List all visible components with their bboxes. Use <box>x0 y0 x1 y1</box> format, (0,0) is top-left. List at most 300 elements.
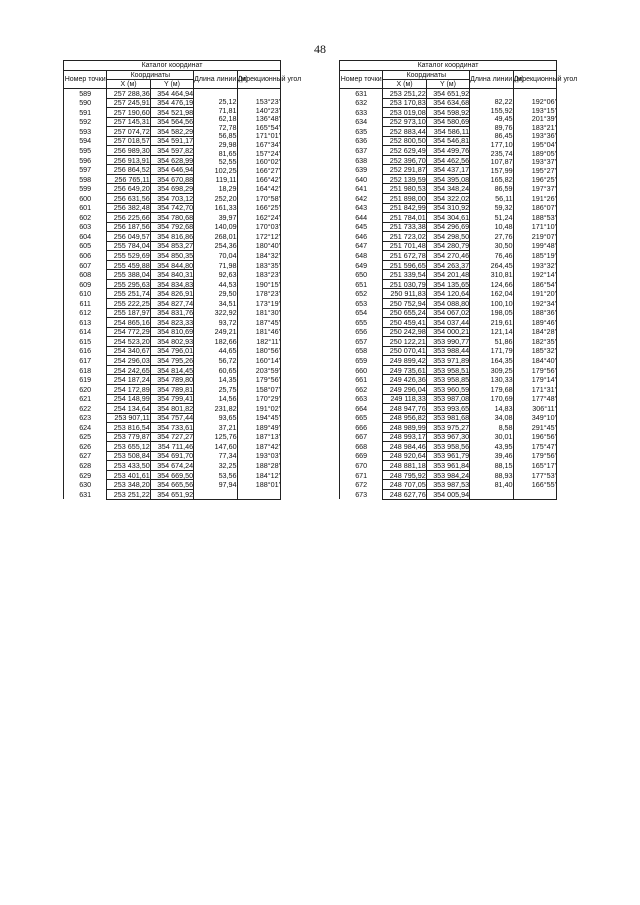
coord-y: 353 975,27 <box>426 423 469 433</box>
coord-y: 353 987,53 <box>426 480 469 490</box>
line-length: 235,74 <box>470 149 513 158</box>
coord-y: 354 310,92 <box>426 203 469 213</box>
point-number: 594 <box>64 136 107 146</box>
col-header-coords: Координаты <box>383 71 470 80</box>
point-number: 639 <box>340 165 383 175</box>
direction-angle: 187°13' <box>237 432 280 442</box>
coord-x: 248 993,17 <box>383 432 426 442</box>
coord-y: 354 665,56 <box>150 480 193 490</box>
coord-y: 354 796,01 <box>150 346 193 356</box>
coord-x: 256 382,48 <box>107 203 150 213</box>
coord-y: 353 958,85 <box>426 375 469 385</box>
direction-angle: 183°21' <box>513 123 556 132</box>
coord-y: 354 120,64 <box>426 289 469 299</box>
coord-y: 354 304,61 <box>426 213 469 223</box>
coord-x: 255 187,97 <box>107 308 150 318</box>
point-number: 645 <box>340 222 383 232</box>
point-number: 601 <box>64 203 107 213</box>
line-length: 76,46 <box>470 251 513 261</box>
point-number: 658 <box>340 346 383 356</box>
line-length: 25,12 <box>194 98 237 107</box>
coord-x: 254 340,67 <box>107 346 150 356</box>
line-length: 62,18 <box>194 115 237 124</box>
line-length: 77,34 <box>194 451 237 461</box>
direction-angle: 201°39' <box>513 115 556 124</box>
coord-y: 354 296,69 <box>426 222 469 232</box>
direction-angle: 157°24' <box>237 149 280 158</box>
coord-x: 249 735,61 <box>383 365 426 375</box>
coord-x: 255 388,04 <box>107 270 150 280</box>
coord-y: 354 651,92 <box>426 89 469 99</box>
point-number: 610 <box>64 289 107 299</box>
line-length <box>470 489 513 499</box>
point-number: 623 <box>64 413 107 423</box>
point-number: 668 <box>340 442 383 452</box>
direction-angle: 196°56' <box>513 432 556 442</box>
line-length: 43,95 <box>470 442 513 452</box>
point-number: 595 <box>64 146 107 156</box>
direction-angle: 195°27' <box>513 166 556 175</box>
point-number: 591 <box>64 108 107 118</box>
point-number: 669 <box>340 451 383 461</box>
point-number: 589 <box>64 89 107 99</box>
line-length: 97,94 <box>194 480 237 490</box>
point-number: 643 <box>340 203 383 213</box>
direction-angle: 179°14' <box>513 375 556 385</box>
coord-x: 252 883,44 <box>383 127 426 137</box>
direction-angle: 185°19' <box>513 251 556 261</box>
point-number: 656 <box>340 327 383 337</box>
point-number: 646 <box>340 232 383 242</box>
point-number: 606 <box>64 251 107 261</box>
coord-y: 353 981,68 <box>426 413 469 423</box>
line-length: 179,68 <box>470 384 513 394</box>
direction-angle: 177°48' <box>513 394 556 404</box>
direction-angle: 180°40' <box>237 241 280 251</box>
line-length: 264,45 <box>470 260 513 270</box>
coord-y: 354 670,88 <box>150 174 193 184</box>
point-number: 590 <box>64 98 107 108</box>
coord-y: 354 826,91 <box>150 289 193 299</box>
coord-y: 354 844,80 <box>150 260 193 270</box>
direction-angle: 192°06' <box>513 98 556 107</box>
col-header-y: Y (м) <box>426 80 469 89</box>
coord-x: 252 396,70 <box>383 155 426 165</box>
point-number: 615 <box>64 337 107 347</box>
line-length: 107,87 <box>470 157 513 166</box>
col-header-x: X (м) <box>107 80 150 89</box>
point-number: 617 <box>64 356 107 366</box>
direction-angle: 177°53' <box>513 470 556 480</box>
direction-angle: 166°27' <box>237 166 280 175</box>
coord-y: 354 499,76 <box>426 146 469 156</box>
coord-x: 257 190,60 <box>107 108 150 118</box>
direction-angle: 178°23' <box>237 289 280 299</box>
coord-y: 354 564,56 <box>150 117 193 127</box>
coord-x: 253 170,83 <box>383 98 426 108</box>
coord-x: 251 339,54 <box>383 270 426 280</box>
line-length: 29,50 <box>194 289 237 299</box>
direction-angle: 192°14' <box>513 270 556 280</box>
line-length: 89,76 <box>470 123 513 132</box>
line-length: 219,61 <box>470 318 513 328</box>
coord-x: 253 433,50 <box>107 461 150 471</box>
coord-y: 354 322,02 <box>426 194 469 204</box>
direction-angle: 196°25' <box>513 174 556 184</box>
line-length: 37,21 <box>194 423 237 433</box>
point-number: 662 <box>340 384 383 394</box>
coord-x: 249 118,33 <box>383 394 426 404</box>
direction-angle: 170°29' <box>237 394 280 404</box>
line-length: 71,81 <box>194 106 237 115</box>
point-number: 612 <box>64 308 107 318</box>
coord-x: 252 973,10 <box>383 117 426 127</box>
direction-angle: 191°02' <box>237 404 280 414</box>
point-number: 667 <box>340 432 383 442</box>
direction-angle: 189°05' <box>513 149 556 158</box>
line-length: 70,04 <box>194 251 237 261</box>
coord-x: 248 707,05 <box>383 480 426 490</box>
point-number: 608 <box>64 270 107 280</box>
coord-x: 251 701,48 <box>383 241 426 251</box>
direction-angle: 179°56' <box>237 375 280 385</box>
coord-x: 256 989,30 <box>107 146 150 156</box>
coord-x: 257 145,31 <box>107 117 150 127</box>
line-length: 30,50 <box>470 241 513 251</box>
coord-y: 354 795,26 <box>150 356 193 366</box>
line-length: 92,63 <box>194 270 237 280</box>
coord-y: 354 691,70 <box>150 451 193 461</box>
line-length: 56,72 <box>194 356 237 366</box>
coord-x: 257 074,72 <box>107 127 150 137</box>
line-length: 119,11 <box>194 174 237 184</box>
coord-y: 354 348,24 <box>426 184 469 194</box>
line-length: 44,53 <box>194 279 237 289</box>
direction-angle: 182°35' <box>513 337 556 347</box>
coord-y: 353 960,59 <box>426 384 469 394</box>
line-length: 231,82 <box>194 404 237 414</box>
point-number: 632 <box>340 98 383 108</box>
line-length: 39,46 <box>470 451 513 461</box>
line-length: 71,98 <box>194 260 237 270</box>
direction-angle: 166°42' <box>237 174 280 184</box>
direction-angle: 191°26' <box>513 194 556 204</box>
point-number: 653 <box>340 299 383 309</box>
coord-x: 255 251,74 <box>107 289 150 299</box>
direction-angle <box>237 489 280 499</box>
coord-x: 250 655,24 <box>383 308 426 318</box>
coord-x: 248 947,76 <box>383 404 426 414</box>
coord-y: 354 810,69 <box>150 327 193 337</box>
coord-y: 354 598,92 <box>426 108 469 118</box>
point-number: 604 <box>64 232 107 242</box>
direction-angle: 184°32' <box>237 251 280 261</box>
point-number: 618 <box>64 365 107 375</box>
direction-angle: 183°35' <box>237 260 280 270</box>
coord-y: 354 703,12 <box>150 194 193 204</box>
point-number: 647 <box>340 241 383 251</box>
point-number: 637 <box>340 146 383 156</box>
direction-angle: 192°34' <box>513 299 556 309</box>
coord-y: 354 834,83 <box>150 279 193 289</box>
direction-angle: 185°32' <box>513 346 556 356</box>
line-length: 170,69 <box>470 394 513 404</box>
coord-y: 354 628,99 <box>150 155 193 165</box>
direction-angle: 184°12' <box>237 470 280 480</box>
point-number: 652 <box>340 289 383 299</box>
line-length: 51,86 <box>470 337 513 347</box>
line-length: 121,14 <box>470 327 513 337</box>
line-length: 88,93 <box>470 470 513 480</box>
point-number: 628 <box>64 461 107 471</box>
coord-y: 354 646,94 <box>150 165 193 175</box>
line-length: 30,01 <box>470 432 513 442</box>
coord-y: 354 270,46 <box>426 251 469 261</box>
line-length: 86,45 <box>470 132 513 141</box>
coord-y: 354 816,86 <box>150 232 193 242</box>
coord-x: 248 984,46 <box>383 442 426 452</box>
point-number: 607 <box>64 260 107 270</box>
direction-angle: 164°42' <box>237 184 280 194</box>
direction-angle: 180°56' <box>237 346 280 356</box>
coord-y: 354 582,29 <box>150 127 193 137</box>
direction-angle: 193°03' <box>237 451 280 461</box>
point-number: 620 <box>64 384 107 394</box>
coord-x: 248 920,64 <box>383 451 426 461</box>
coord-y: 354 464,94 <box>150 89 193 99</box>
line-length: 125,76 <box>194 432 237 442</box>
coord-y: 354 437,17 <box>426 165 469 175</box>
coord-y: 353 961,79 <box>426 451 469 461</box>
line-length: 34,08 <box>470 413 513 423</box>
direction-angle: 158°07' <box>237 384 280 394</box>
col-header-y: Y (м) <box>150 80 193 89</box>
point-number: 654 <box>340 308 383 318</box>
coord-y: 354 789,80 <box>150 375 193 385</box>
direction-angle: 187°45' <box>237 318 280 328</box>
line-length: 177,10 <box>470 140 513 149</box>
point-number: 598 <box>64 174 107 184</box>
point-number: 635 <box>340 127 383 137</box>
line-length: 164,35 <box>470 356 513 366</box>
coord-y: 354 135,65 <box>426 279 469 289</box>
direction-angle: 193°15' <box>513 106 556 115</box>
line-length: 8,58 <box>470 423 513 433</box>
coord-x: 254 772,29 <box>107 327 150 337</box>
line-length: 81,65 <box>194 149 237 158</box>
line-length: 124,66 <box>470 279 513 289</box>
point-number: 592 <box>64 117 107 127</box>
point-number: 626 <box>64 442 107 452</box>
point-number: 636 <box>340 136 383 146</box>
coord-y: 353 990,77 <box>426 337 469 347</box>
coord-x: 256 049,57 <box>107 232 150 242</box>
coord-x: 257 288,36 <box>107 89 150 99</box>
coord-y: 353 984,24 <box>426 470 469 480</box>
direction-angle <box>513 89 556 98</box>
coord-y: 354 827,74 <box>150 299 193 309</box>
coord-y: 354 801,82 <box>150 404 193 414</box>
direction-angle: 173°19' <box>237 299 280 309</box>
point-number: 673 <box>340 489 383 499</box>
col-header-coords: Координаты <box>107 71 194 80</box>
direction-angle: 186°54' <box>513 279 556 289</box>
table-body-right <box>340 89 557 500</box>
line-length <box>194 89 237 98</box>
coord-x: 252 800,50 <box>383 136 426 146</box>
point-number: 650 <box>340 270 383 280</box>
coord-x: 252 629,49 <box>383 146 426 156</box>
coord-y: 354 850,35 <box>150 251 193 261</box>
line-length: 51,24 <box>470 213 513 223</box>
line-length: 82,22 <box>470 98 513 107</box>
coord-y: 354 799,41 <box>150 394 193 404</box>
point-number: 627 <box>64 451 107 461</box>
coord-x: 253 816,54 <box>107 423 150 433</box>
point-number: 603 <box>64 222 107 232</box>
line-length: 198,05 <box>470 308 513 318</box>
point-number: 633 <box>340 108 383 118</box>
coord-x: 256 225,66 <box>107 213 150 223</box>
direction-angle: 184°28' <box>513 327 556 337</box>
table-title: Каталог координат <box>64 61 281 71</box>
direction-angle: 190°15' <box>237 279 280 289</box>
coord-x: 254 296,03 <box>107 356 150 366</box>
line-length: 14,56 <box>194 394 237 404</box>
coord-x: 248 881,18 <box>383 461 426 471</box>
coord-y: 353 967,30 <box>426 432 469 442</box>
coord-x: 250 752,94 <box>383 299 426 309</box>
point-number: 672 <box>340 480 383 490</box>
coord-x: 252 291,87 <box>383 165 426 175</box>
coord-y: 354 263,37 <box>426 260 469 270</box>
coord-x: 254 187,24 <box>107 375 150 385</box>
line-length: 81,40 <box>470 480 513 490</box>
coord-x: 249 296,04 <box>383 384 426 394</box>
coord-y: 353 971,89 <box>426 356 469 366</box>
coord-y: 353 993,65 <box>426 404 469 414</box>
coord-y: 354 780,68 <box>150 213 193 223</box>
point-number: 596 <box>64 155 107 165</box>
point-number: 638 <box>340 155 383 165</box>
direction-angle: 179°56' <box>513 451 556 461</box>
point-number: 670 <box>340 461 383 471</box>
coord-x: 254 148,99 <box>107 394 150 404</box>
line-length: 39,97 <box>194 213 237 223</box>
coord-x: 249 426,36 <box>383 375 426 385</box>
table-body-left <box>64 89 281 500</box>
point-number: 644 <box>340 213 383 223</box>
col-header-length: Длина линии (м) <box>194 71 237 89</box>
direction-angle: 175°47' <box>513 442 556 452</box>
line-length: 100,10 <box>470 299 513 309</box>
coord-y: 354 669,50 <box>150 470 193 480</box>
direction-angle: 188°36' <box>513 308 556 318</box>
coord-x: 256 649,20 <box>107 184 150 194</box>
direction-angle: 182°11' <box>237 337 280 347</box>
point-number: 660 <box>340 365 383 375</box>
coord-y: 354 831,76 <box>150 308 193 318</box>
point-number: 665 <box>340 413 383 423</box>
coordinate-table-right <box>339 60 578 500</box>
direction-angle: 186°07' <box>513 203 556 213</box>
coord-y: 354 823,33 <box>150 318 193 328</box>
line-length: 322,92 <box>194 308 237 318</box>
line-length: 309,25 <box>470 365 513 375</box>
line-length: 27,76 <box>470 232 513 242</box>
direction-angle: 162°24' <box>237 213 280 223</box>
line-length: 86,59 <box>470 184 513 194</box>
coord-y: 354 580,69 <box>426 117 469 127</box>
col-header-angle: Дирекционный угол <box>513 71 556 89</box>
line-length: 52,55 <box>194 157 237 166</box>
point-number: 609 <box>64 279 107 289</box>
coord-x: 253 019,08 <box>383 108 426 118</box>
point-number: 642 <box>340 194 383 204</box>
coord-x: 255 222,25 <box>107 299 150 309</box>
point-number: 629 <box>64 470 107 480</box>
coord-x: 254 172,89 <box>107 384 150 394</box>
direction-angle: 171°10' <box>513 222 556 232</box>
line-length: 140,09 <box>194 222 237 232</box>
direction-angle: 160°02' <box>237 157 280 166</box>
direction-angle: 203°59' <box>237 365 280 375</box>
coord-x: 249 899,42 <box>383 356 426 366</box>
line-length: 249,21 <box>194 327 237 337</box>
line-length: 53,56 <box>194 470 237 480</box>
line-length: 49,45 <box>470 115 513 124</box>
coord-y: 354 651,92 <box>150 489 193 499</box>
line-length: 171,79 <box>470 346 513 356</box>
line-length: 93,72 <box>194 318 237 328</box>
point-number: 663 <box>340 394 383 404</box>
point-number: 666 <box>340 423 383 433</box>
point-number: 631 <box>64 489 107 499</box>
line-length: 18,29 <box>194 184 237 194</box>
point-number: 593 <box>64 127 107 137</box>
coord-y: 354 814,45 <box>150 365 193 375</box>
direction-angle: 179°56' <box>513 365 556 375</box>
direction-angle: 193°36' <box>513 132 556 141</box>
point-number: 655 <box>340 318 383 328</box>
line-length: 44,65 <box>194 346 237 356</box>
coord-y: 353 988,44 <box>426 346 469 356</box>
coord-x: 252 139,59 <box>383 174 426 184</box>
coord-y: 354 546,81 <box>426 136 469 146</box>
point-number: 640 <box>340 174 383 184</box>
direction-angle: 197°37' <box>513 184 556 194</box>
direction-angle: 188°53' <box>513 213 556 223</box>
line-length: 161,33 <box>194 203 237 213</box>
coord-x: 251 030,79 <box>383 279 426 289</box>
line-length: 182,66 <box>194 337 237 347</box>
col-header-number: Номер точки <box>64 71 107 89</box>
coord-x: 254 865,16 <box>107 318 150 328</box>
coord-x: 248 627,76 <box>383 489 426 499</box>
direction-angle: 170°03' <box>237 222 280 232</box>
direction-angle: 170°58' <box>237 194 280 204</box>
direction-angle <box>513 489 556 499</box>
point-number: 599 <box>64 184 107 194</box>
coord-y: 354 789,81 <box>150 384 193 394</box>
coord-y: 354 674,24 <box>150 461 193 471</box>
direction-angle: 219°07' <box>513 232 556 242</box>
line-length: 34,51 <box>194 299 237 309</box>
coord-y: 354 476,19 <box>150 98 193 108</box>
direction-angle: 187°42' <box>237 442 280 452</box>
col-header-number: Номер точки <box>340 71 383 89</box>
coordinate-table-left <box>63 60 302 500</box>
